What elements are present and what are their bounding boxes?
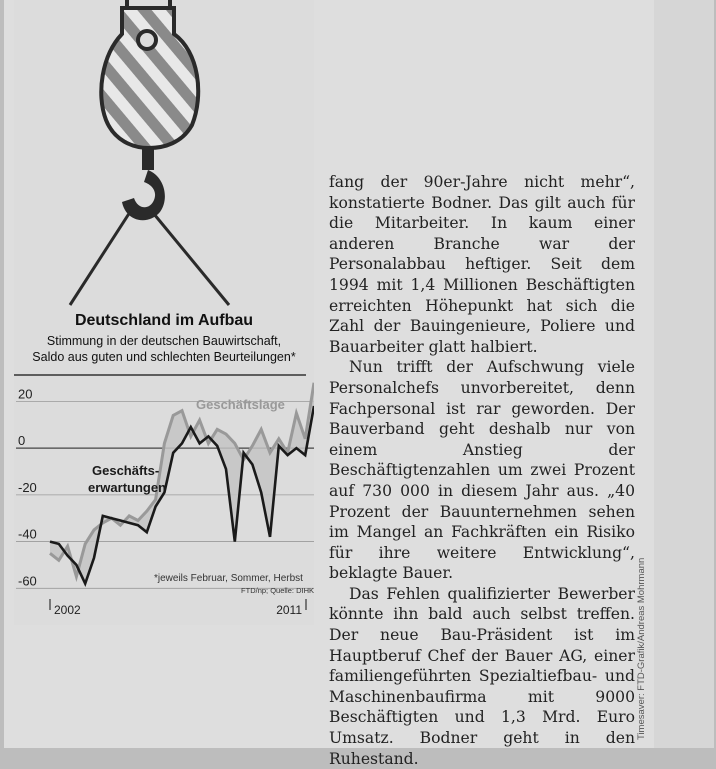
article-paragraph-1: fang der 90er-Jahre nicht mehr“, konstatierte Bodner. Das gilt auch für die Mitarbeiter. In kaum einer anderen Branche war der Personalabbau heftiger. Seit dem 1994 mit 1,4 Millionen Beschäftigten erreichten Höhepunkt hat sich die Zahl der Bauingenieure, Poliere und Bauarbeiter glatt halbiert.	[329, 173, 635, 356]
chart-source: FTD/np; Quelle: DIHK	[241, 586, 314, 595]
infographic-subtitle-2: Saldo aus guten und schlechten Beurteilungen*	[32, 350, 296, 364]
infographic	[14, 0, 314, 625]
line-chart	[14, 374, 314, 619]
y-tick-label: 20	[18, 386, 33, 402]
x-tick-label-start: 2002	[54, 603, 81, 617]
article-column	[329, 172, 635, 769]
y-tick-label: -20	[18, 479, 37, 495]
infographic-title: Deutschland im Aufbau	[74, 312, 254, 329]
y-tick-label: 0	[18, 433, 26, 449]
series-label-geschaeftserwartungen-2: erwartungen	[88, 480, 167, 495]
y-tick-label: -60	[18, 573, 37, 589]
infographic-subtitle-1: Stimmung in der deutschen Bauwirtschaft,	[46, 334, 282, 348]
graphic-credit: Timesaver: FTD-Grafik/Andreas Mohrmann	[636, 557, 647, 740]
article-paragraph-3: Das Fehlen qualifizierter Bewerber könnte ihn bald auch selbst treffen. Der neue Bau-Präsident ist im Hauptberuf Chef der Bauer AG, einer familiengeführten Spezialtiefbau- und Maschinenbaufirma mit 9000 Beschäftigten und 1,3 Mrd. Euro Umsatz. Bodner geht in den Ruhestand.	[329, 584, 635, 768]
crane-hook-illustration	[14, 0, 314, 310]
series-label-geschaeftslage: Geschäftslage	[196, 397, 285, 412]
chart-footnote: *jeweils Februar, Sommer, Herbst	[154, 573, 303, 584]
page-edge	[654, 0, 714, 748]
article-paragraph-2: Nun trifft der Aufschwung viele Personalchefs unvorbereitet, denn Fachpersonal ist rar geworden. Der Bauverband geht deshalb nur von einem Anstieg der Beschäftigtenzahlen um zwei Prozent auf 730 000 in diesem Jahr aus. „40 Prozent der Bauunternehmen sehen im Mangel an Fachkräften ein Risiko für ihre weitere Entwicklung“, beklagte Bauer.	[329, 358, 635, 583]
x-tick-label-end: 2011	[276, 603, 302, 617]
series-label-geschaeftserwartungen-1: Geschäfts-	[92, 463, 160, 478]
y-tick-label: -40	[18, 526, 37, 542]
newspaper-clipping	[4, 0, 710, 768]
